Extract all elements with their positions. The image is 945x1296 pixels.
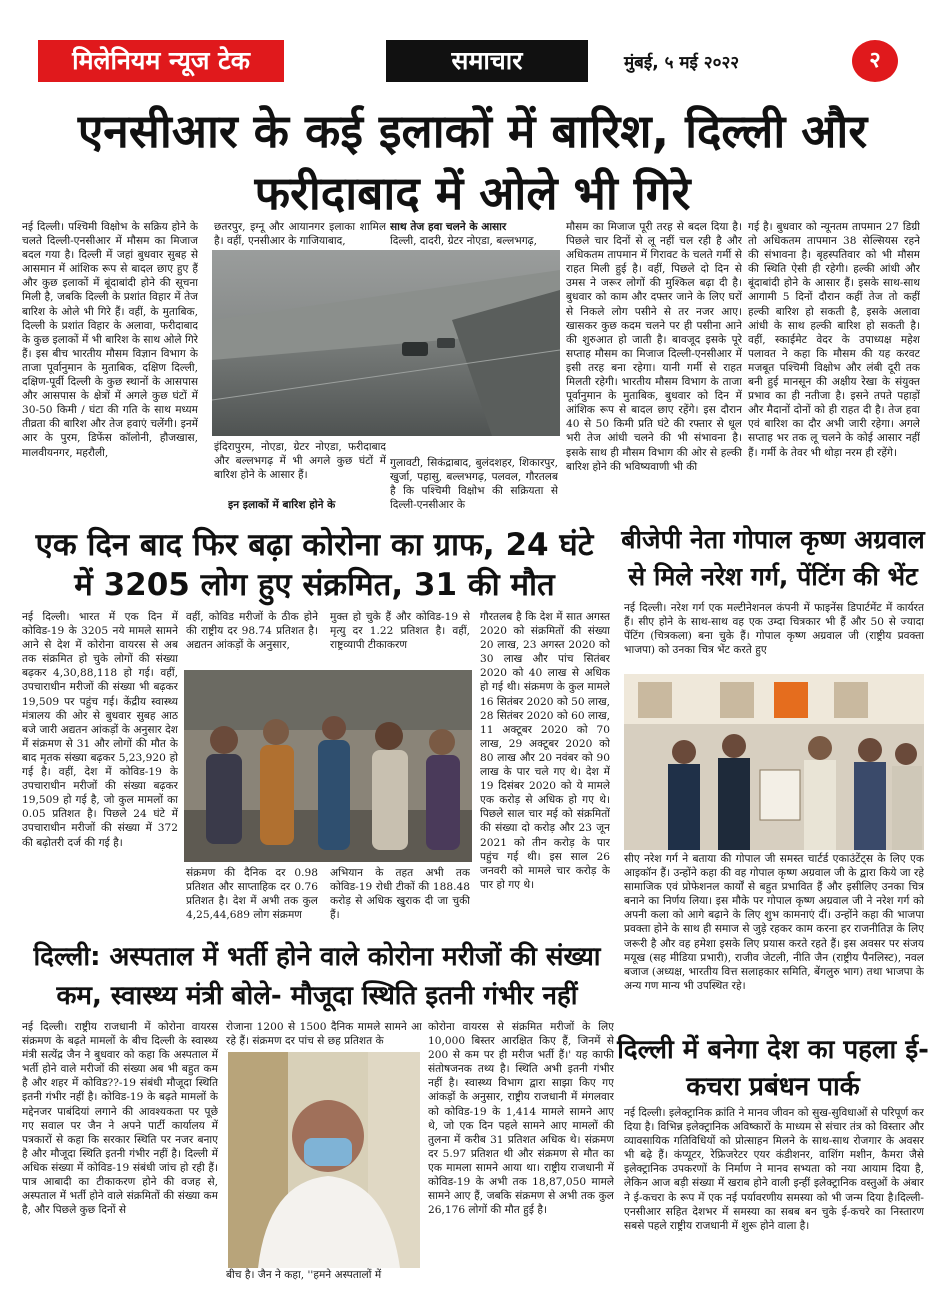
crowd-photo-illustration — [184, 670, 472, 862]
story3-body: सीए नरेश गर्ग ने बताया की गोपाल जी समस्त चार्टर्ड एकाउंटेंट्स के लिए एक आइकॉन हैं। उन्होंने कहा की वह गोपाल कृष्ण अग्रवाल जी के द्वारा किये जा रहे सामाजिक एवं प्रोफेशनल कार्यों से बहुत प्रभावित हैं और इसीलिए उनका चित्र बनाने का निर्णय लिया। इस मौके पर गोपाल कृष्ण अग्रवाल जी ने नरेश गर्ग को अपनी कला को आगे बढ़ाने के लिए शुभ कामनाएं दीं। उन्होंने कहा की भाजपा प्रवक्ता होने के साथ ही समाज से जुड़े रहकर काम करना हर राजनीतिज्ञ के लिए जरूरी है और वह हमेशा इसके लिए प्रयास करते रहते हैं। इस अवसर पर संजय मयूख (सह मीडिया प्रभारी), राजीव जेटली, नीति जैन (राष्ट्रीय पैनलिस्ट), नवल बजाज (अध्यक्ष, भारतीय वित्त सलाहकार समिति, बेंगलुरु भाग) तथा भाजपा के अन्य गण मान्य भी उपस्थित रहे। — [624, 853, 924, 992]
page-number: २ — [852, 40, 898, 82]
story2-col1: नई दिल्ली। भारत में एक दिन में कोविड-19 के 3205 नये मामले सामने आने से देश में कोरोना वायरस से अब तक संक्रमित हो चुके लोगों की संख्या बढ़कर 4,30,88,118 हो गई। वहीं, उपचाराधीन मरीजों की संख्या भी बढ़कर 19,509 पर पहुंच गई। केंद्रीय स्वास्थ्य मंत्रालय की ओर से बुधवार सुबह आठ बजे जारी अद्यतन आंकड़ों के अनुसार देश में संक्रमण से 31 और लोगों की मौत के बाद मृतक संख्या बढ़कर 5,23,920 हो गई है। वहीं, देश में कोविड-19 के उपचाराधीन मरीजों की संख्या बढ़कर 19,509 हो गई है, जो कुल मामलों का 0.05 प्रतिशत है। पिछले 24 घंटे में उपचाराधीन मरीजों की संख्या में 372 की बढ़ोतरी दर्ज की गई है। — [22, 611, 178, 849]
story5-body: नई दिल्ली। इलेक्ट्रानिक क्रांति ने मानव जीवन को सुख-सुविधाओं से परिपूर्ण कर दिया है। विभिन्न इलेक्ट्रानिक अविष्कारों के माध्यम से संचार तंत्र को विस्तार और व्यावसायिक गतिविधियों को प्रोत्साहन मिलने के साथ-साथ रोजगार के अवसर भी बढ़े हैं। कंप्यूटर, रेफ्रिजरेटर एयर कंडीशनर, वाशिंग मशीन, कैमरा जैसे इलेक्ट्रानिक उपकरणों के निर्माण ने मानव सभ्यता को नया आयाम दिया है, लेकिन आज बड़ी संख्या में खराब होने वाली इन्हीं इलेक्ट्रानिक वस्तुओं के अंबार ने ई-कचरा के रूप में एक नई पर्यावरणीय समस्या को भी जन्म दिया है।दिल्ली-एनसीआर सहित देशभर में समस्या का सबब बन चुके ई-कचरे का निस्तारण सबसे पहले राष्ट्रीय राजधानी में शुरू होने वाला है। — [624, 1107, 924, 1232]
story4-headline: दिल्ली: अस्पताल में भर्ती होने वाले कोरोना मरीजों की संख्या कम, स्वास्थ्य मंत्री बोले- मौजूदा स्थिति इतनी गंभीर नहीं — [33, 942, 601, 1011]
story4-col3: कोरोना वायरस से संक्रमित मरीजों के लिए 10,000 बिस्तर आरक्षित किए हैं, जिनमें से 200 से कम पर ही मरीज भर्ती हैं।' यह काफी संतोषजनक तथ्य है। स्थिति अभी इतनी गंभीर नहीं है। स्वास्थ्य विभाग द्वारा साझा किए गए आंकड़ों के अनुसार, राष्ट्रीय राजधानी में मंगलवार को कोविड-19 के 1,414 मामले सामने आए थे, जो एक दिन पहले सामने आए मामलों की तुलना में करीब 31 प्रतिशत अधिक थे। संक्रमण दर 5.97 प्रतिशत थी और संक्रमण से मौत का एक मामला सामने आया था। राष्ट्रीय राजधानी में कोविड-19 के अभी तक 18,87,050 मामले सामने आए हैं, जबकि संक्रमण से अभी तक कुल 26,176 लोगों की मौत हुई है। — [428, 1021, 614, 1217]
brand-logo: मिलेनियम न्यूज टेक — [38, 40, 284, 82]
story3-intro: नई दिल्ली। नरेश गर्ग एक मल्टीनेशनल कंपनी में फाइनेंस डिपार्टमेंट में कार्यरत हैं। सीए होने के साथ-साथ वह एक उम्दा चित्रकार भी हैं और 50 से ज्यादा पेंटिंग (चित्रकला) बना चुके हैं। गोपाल कृष्ण अग्रवाल जी (राष्ट्रीय प्रवक्ता भाजपा) को उनका चित्र भेंट करते हुए — [624, 602, 924, 657]
story2-col2-top: वहीं, कोविड मरीजों के ठीक होने की राष्ट्रीय दर 98.74 प्रतिशत है। अद्यतन आंकड़ों के अनुसार, — [186, 611, 318, 652]
health-minister-photo-illustration — [228, 1052, 420, 1268]
story1-col1: नई दिल्ली। पश्चिमी विक्षोभ के सक्रिय होने के चलते दिल्ली-एनसीआर में मौसम का मिजाज बदल गया है। दिल्ली में जहां बुधवार सुबह से आसमान में आंशिक रूप से बादल छाए हुए हैं और कुछ इलाकों में बूंदाबांदी होने की सूचना मिली है, जबकि दिल्ली के प्रशांत विहार में तेज बारिश के ओले भी गिरे हैं। वहीं, के मुताबिक, दिल्ली के प्रशांत विहार के अलावा, फरीदाबाद के कुछ इलाकों में भी बारिश के साथ ओले गिरे हैं। इस बीच भारतीय मौसम विज्ञान विभाग के ताजा पूर्वानुमान के मुताबिक, दक्षिण दिल्ली, दक्षिण-पूर्वी दिल्ली के कुछ स्थानों के आसपास और आसपास के क्षेत्रों में अगले कुछ घंटों में 30-50 किमी / घंटा की गति के साथ मध्यम तीव्रता की बारिश और तेज हवाएं चलेंगी। इनमें आर के पुरम, डिफेंस कॉलोनी, हौजखास, मालवीयनगर, महरौली, — [22, 221, 198, 459]
rain-road-photo — [212, 250, 560, 436]
story4-col2-bottom: बीच है। जैन ने कहा, ''हमने अस्पतालों में — [226, 1269, 382, 1281]
story1-subhead: इन इलाकों में बारिश होने के — [228, 499, 336, 511]
dateline: मुंबई, ५ मई २०२२ — [624, 53, 740, 73]
story2-col3-top: मुक्त हो चुके हैं और कोविड-19 से मृत्यु दर 1.22 प्रतिशत है। वहीं, राष्ट्रव्यापी टीकाकरण — [330, 611, 470, 652]
section-label: समाचार — [386, 40, 588, 82]
story2-col2-bottom: संक्रमण की दैनिक दर 0.98 प्रतिशत और साप्ताहिक दर 0.76 प्रतिशत है। देश में अभी तक कुल 4,25,44,689 लोग संक्रमण — [186, 867, 318, 922]
crowd-photo — [184, 670, 472, 862]
story5-headline: दिल्ली में बनेगा देश का पहला ई-कचरा प्रबंधन पार्क — [617, 1035, 929, 1102]
story1-col5: गई है। बुधवार को न्यूनतम तापमान 27 डिग्री तो अधिकतम तापमान 38 सेल्सियस रहने की संभावना है। बृहस्पतिवार को भी मौसम की स्थिति ऐसी ही रहेगी। हल्की आंधी और बूंदाबांदी होने के आसार हैं। इसके साथ-साथ आगामी 5 दिनों दौरान कहीं तेज तो कहीं हल्की बारिश हो सकती है, इसके अलावा आंधी के साथ हल्की बारिश हो सकती है। वहीं, स्काईमेट वेदर के उपाध्यक्ष महेश पलावत ने कहा कि मौसम की यह करवट मजबूत पश्चिमी विक्षोभ और लंबी दूरी तक बनी हुई मानसून की अक्षीय रेखा के संयुक्त प्रभाव का ही नतीजा है। इसने तपते पहाड़ों और मैदानों दोनों को ही राहत दी है। तेज हवा एवं बारिश का दौर अभी जारी रहेगा। अगले सप्ताह भर तक लू चलने के कोई आसार नहीं हैं। गर्मी के तेवर भी थोड़ा नरम ही रहेंगे। — [748, 221, 920, 459]
story3-headline: बीजेपी नेता गोपाल कृष्ण अग्रवाल से मिले नरेश गर्ग, पेंटिंग की भेंट — [621, 525, 925, 591]
painting-gift-photo — [624, 674, 924, 850]
story1-col3-top: दिल्ली, दादरी, ग्रेटर नोएडा, बल्लभगढ़, — [390, 235, 538, 247]
story1-col2-bottom: इंदिरापुरम, नोएडा, ग्रेटर नोएडा, फरीदाबाद और बल्लभगढ़ में भी अगले कुछ घंटों में बारिश होने के आसार हैं। — [214, 441, 386, 482]
masthead — [0, 0, 945, 90]
story1-col2-top: छतरपुर, इग्नू और आयानगर इलाका शामिल है। वहीं, एनसीआर के गाजियाबाद, — [214, 221, 386, 248]
story1-headline: एनसीआर के कई इलाकों में बारिश, दिल्ली और फरीदाबाद में ओले भी गिरे — [77, 104, 868, 220]
story2-col4: गौरतलब है कि देश में सात अगस्त 2020 को संक्रमितों की संख्या 20 लाख, 23 अगस्त 2020 को 30 लाख और पांच सितंबर 2020 को 40 लाख से अधिक हो गई थी। संक्रमण के कुल मामले 16 सितंबर 2020 को 50 लाख, 28 सितंबर 2020 को 60 लाख, 11 अक्टूबर 2020 को 70 लाख, 29 अक्टूबर 2020 को 80 लाख और 20 नवंबर को 90 लाख के पार चले गए थे। देश में 19 दिसंबर 2020 को ये मामले एक करोड़ से अधिक हो गए थे। पिछले साल चार मई को संक्रमितों की संख्या दो करोड़ और 23 जून 2021 को तीन करोड़ के पार पहुंच गई थी। इस साल 26 जनवरी को मामले चार करोड़ के पार हो गए थे। — [480, 611, 610, 891]
painting-gift-photo-illustration — [624, 674, 924, 850]
story2-headline: एक दिन बाद फिर बढ़ा कोरोना का ग्राफ, 24 घंटे में 3205 लोग हुए संक्रमित, 31 की मौत — [35, 527, 594, 603]
story4-col1: नई दिल्ली। राष्ट्रीय राजधानी में कोरोना वायरस संक्रमण के बढ़ते मामलों के बीच दिल्ली के स्वास्थ्य मंत्री सत्येंद्र जैन ने बुधवार को कहा कि अस्पताल में भर्ती होने वाले मरीजों की संख्या अब भी बहुत कम है और शहर में कोविड??-19 संबंधी मौजूदा स्थिति इतनी गंभीर नहीं है। कोविड-19 के बढ़ते मामलों के मद्देनजर पाबंदियां लगाने की आवश्यकता पर पूछे गए सवाल पर जैन ने अपने पार्टी कार्यालय में पत्रकारों से कहा कि सरकार स्थिति पर नजर बनाए है और मौजूदा स्थिति इतनी गंभीर नहीं है। दिल्ली में अधिक संख्या में कोविड-19 संबंधी जांच हो रही हैं। पात्र आबादी का टीकाकरण होने की वजह से, अस्पताल में भर्ती होने वाले संक्रमितों की संख्या कम है, और पिछले कुछ दिनों से — [22, 1021, 218, 1217]
health-minister-photo — [228, 1052, 420, 1268]
story2-col3-bottom: अभियान के तहत अभी तक कोविड-19 रोधी टीकों की 188.48 करोड़ से अधिक खुराक दी जा चुकी हैं। — [330, 867, 470, 922]
story1-col4: मौसम का मिजाज पूरी तरह से बदल दिया है। पिछले चार दिनों से लू नहीं चल रही है और अधिकतम तापमान में गिरावट के चलते गर्मी से राहत मिली हुई है। वहीं, पिछले दो दिन से उमस ने जरूर लोगों की मुश्किल बढ़ा दी है। बुधवार को काम और दफ्तर जाने के लिए घरों से निकले लोग पसीने से तर नजर आए। खासकर कुछ कदम चलने पर ही पसीना आने की शुरुआत हो जाती है। बावजूद इसके पूरे सप्ताह मौसम का मिजाज दिल्ली-एनसीआर में इसी तरह बना रहेगा। यानी गर्मी से राहत मिलती रहेगी। भारतीय मौसम विभाग के ताजा पूर्वानुमान के मुताबिक, बुधवार को दिन में आंशिक रूप से बादल छाए रहेंगे। इस दौरान 40 से 50 किमी प्रति घंटे की रफ्तार से धूल भरी तेज आंधी चलने की भी संभावना है। इसके साथ ही मौसम विभाग की ओर से हल्की बारिश होने की भविष्यवाणी भी की — [566, 221, 742, 473]
rain-road-photo-illustration — [212, 250, 560, 436]
story1-col3-subhead: साथ तेज हवा चलने के आसार — [390, 221, 507, 233]
story4-col2-top: रोजाना 1200 से 1500 दैनिक मामले सामने आ रहे हैं। संक्रमण दर पांच से छह प्रतिशत के — [226, 1021, 422, 1048]
story1-col3-bottom: गुलावटी, सिकंद्राबाद, बुलंदशहर, शिकारपुर, खुर्जा, पहासु, बल्लभगढ़, पलवल, गौरतलब है कि पश्चिमी विक्षोभ की सक्रियता से दिल्ली-एनसीआर के — [390, 457, 558, 512]
